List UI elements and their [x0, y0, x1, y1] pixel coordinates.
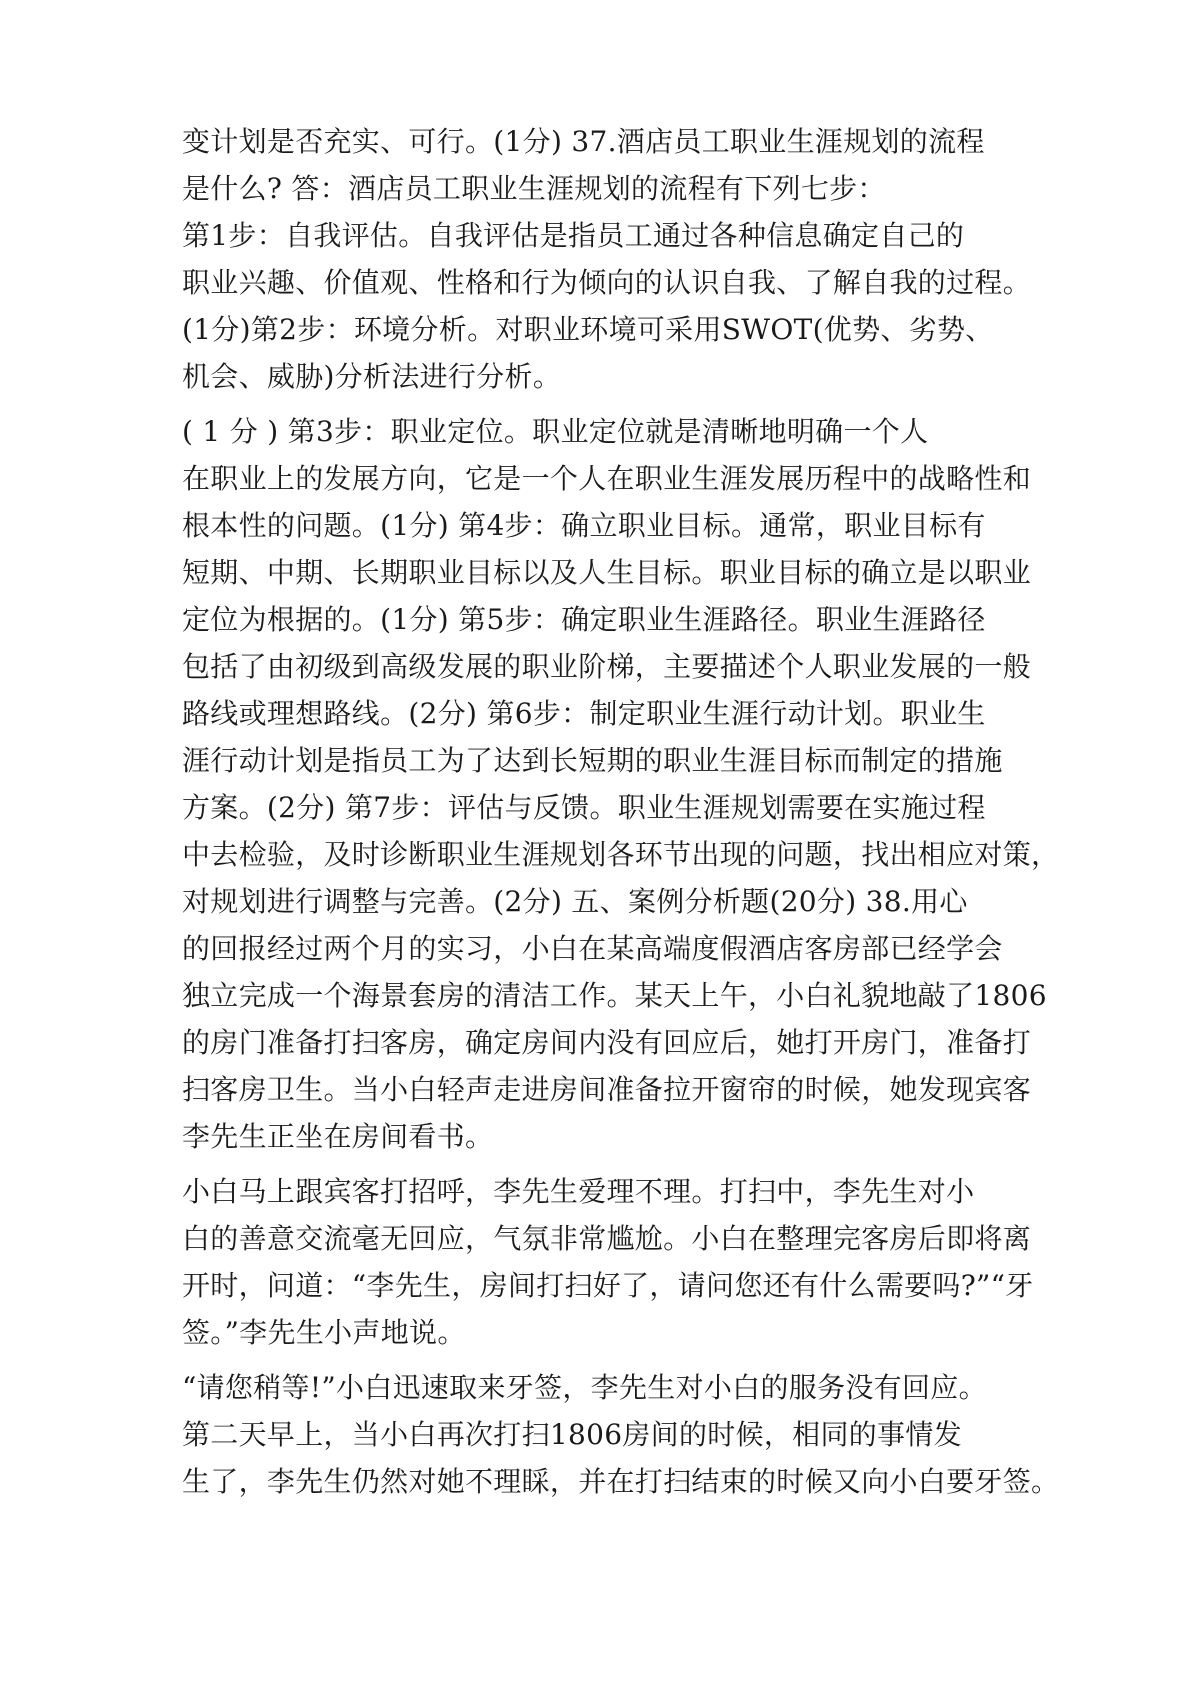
- text-line: 第1步：自我评估。自我评估是指员工通过各种信息确定自己的: [182, 219, 965, 252]
- text-line: 开时，问道：“李先生，房间打扫好了，请问您还有什么需要吗?”“牙: [182, 1269, 1034, 1302]
- text-line: 是什么? 答：酒店员工职业生涯规划的流程有下列七步：: [182, 172, 886, 205]
- text-line: 定位为根据的。(1分) 第5步：确定职业生涯路径。职业生涯路径: [182, 603, 986, 636]
- text-line: 路线或理想路线。(2分) 第6步：制定职业生涯行动计划。职业生: [182, 697, 986, 730]
- text-line: ( 1 分 ) 第3步：职业定位。职业定位就是清晰地明确一个人: [182, 415, 929, 448]
- text-line: 李先生正坐在房间看书。: [182, 1120, 494, 1153]
- text-line: 第二天早上，当小白再次打扫1806房间的时候，相同的事情发: [182, 1418, 962, 1451]
- text-line: 对规划进行调整与完善。(2分) 五、案例分析题(20分) 38.用心: [182, 885, 968, 918]
- paragraph-gap: [182, 1356, 1022, 1364]
- text-line: (1分)第2步：环境分析。对职业环境可采用SWOT(优势、劣势、: [182, 313, 994, 346]
- text-line: 白的善意交流毫无回应，气氛非常尴尬。小白在整理完客房后即将离: [182, 1222, 1032, 1255]
- text-line: 包括了由初级到高级发展的职业阶梯，主要描述个人职业发展的一般: [182, 650, 1032, 683]
- text-line: 签。”李先生小声地说。: [182, 1316, 466, 1349]
- text-line: 小白马上跟宾客打招呼，李先生爱理不理。打扫中，李先生对小: [182, 1175, 975, 1208]
- text-line: 的房门准备打扫客房，确定房间内没有回应后，她打开房门，准备打: [182, 1026, 1032, 1059]
- text-line: 在职业上的发展方向，它是一个人在职业生涯发展历程中的战略性和: [182, 462, 1032, 495]
- text-line: “请您稍等!”小白迅速取来牙签，李先生对小白的服务没有回应。: [182, 1371, 987, 1404]
- text-line: 独立完成一个海景套房的清洁工作。某天上午，小白礼貌地敲了1806: [182, 979, 1047, 1012]
- text-line: 机会、威胁)分析法进行分析。: [182, 360, 562, 393]
- body-text: [182, 118, 1060, 1505]
- text-line: 扫客房卫生。当小白轻声走进房间准备拉开窗帘的时候，她发现宾客: [182, 1073, 1032, 1106]
- text-line: 变计划是否充实、可行。(1分) 37.酒店员工职业生涯规划的流程: [182, 125, 985, 158]
- paragraph-gap: [182, 400, 1022, 408]
- text-line: 涯行动计划是指员工为了达到长短期的职业生涯目标而制定的措施: [182, 744, 1003, 777]
- text-line: 短期、中期、长期职业目标以及人生目标。职业目标的确立是以职业: [182, 556, 1032, 589]
- text-line: 职业兴趣、价值观、性格和行为倾向的认识自我、了解自我的过程。: [182, 266, 1032, 299]
- text-line: 的回报经过两个月的实习，小白在某高端度假酒店客房部已经学会: [182, 932, 1003, 965]
- paragraph-gap: [182, 1160, 1022, 1168]
- text-line: 中去检验，及时诊断职业生涯规划各环节出现的问题，找出相应对策，: [182, 838, 1060, 871]
- text-line: 生了，李先生仍然对她不理睬，并在打扫结束的时候又向小白要牙签。: [182, 1465, 1060, 1498]
- text-line: 根本性的问题。(1分) 第4步：确立职业目标。通常，职业目标有: [182, 509, 986, 542]
- text-line: 方案。(2分) 第7步：评估与反馈。职业生涯规划需要在实施过程: [182, 791, 986, 824]
